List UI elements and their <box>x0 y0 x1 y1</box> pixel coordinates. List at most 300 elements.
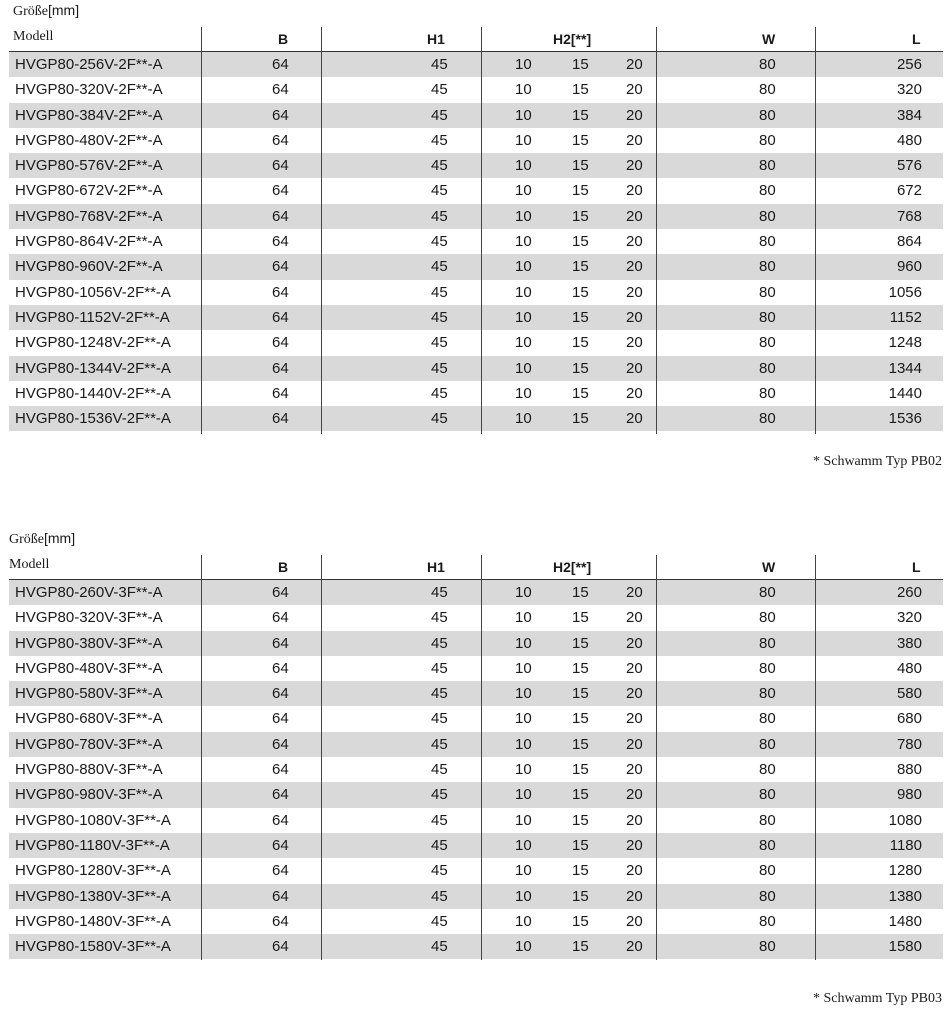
table-row <box>0 406 945 431</box>
cell-h2-20: 20 <box>626 258 643 276</box>
cell-h2-20: 20 <box>626 659 643 677</box>
cell-h2-10: 10 <box>515 182 532 200</box>
cell-h2-20: 20 <box>626 584 643 601</box>
cell-model: HVGP80-1152V-2F**-A <box>15 308 170 326</box>
cell-model: HVGP80-1580V-3F**-A <box>15 938 171 956</box>
cell-w: 80 <box>759 584 776 601</box>
cell-h1: 45 <box>431 258 448 276</box>
cell-model: HVGP80-1536V-2F**-A <box>15 410 171 428</box>
cell-w: 80 <box>759 887 776 905</box>
cell-l: 1080 <box>888 811 922 829</box>
cell-h2-20: 20 <box>626 334 643 352</box>
cell-w: 80 <box>759 157 776 175</box>
cell-h2-15: 15 <box>572 157 589 175</box>
header-w: W <box>762 31 776 47</box>
cell-h1: 45 <box>431 710 448 728</box>
cell-h2-15: 15 <box>572 283 589 301</box>
cell-h2-15: 15 <box>572 131 589 149</box>
cell-l: 1536 <box>888 410 922 428</box>
cell-h2-10: 10 <box>515 207 532 225</box>
header-model: Modell <box>9 557 50 572</box>
cell-h1: 45 <box>431 359 448 377</box>
cell-h2-10: 10 <box>515 609 532 627</box>
cell-b: 64 <box>272 359 289 377</box>
table-row <box>0 706 945 731</box>
cell-h1: 45 <box>431 584 448 601</box>
cell-h1: 45 <box>431 634 448 652</box>
cell-h1: 45 <box>431 207 448 225</box>
cell-h2-10: 10 <box>515 334 532 352</box>
cell-h2-10: 10 <box>515 81 532 99</box>
cell-w: 80 <box>759 609 776 627</box>
table-header <box>0 555 945 580</box>
cell-b: 64 <box>272 735 289 753</box>
cell-h2-20: 20 <box>626 811 643 829</box>
cell-model: HVGP80-980V-3F**-A <box>15 786 163 804</box>
header-b: B <box>278 559 289 575</box>
cell-b: 64 <box>272 81 289 99</box>
cell-b: 64 <box>272 384 289 402</box>
cell-model: HVGP80-320V-3F**-A <box>15 609 163 627</box>
header-model: Modell <box>13 29 54 44</box>
cell-h2-20: 20 <box>626 410 643 428</box>
footnote: * Schwamm Typ PB02 <box>812 454 942 469</box>
cell-h1: 45 <box>431 56 448 73</box>
cell-b: 64 <box>272 761 289 779</box>
cell-h2-10: 10 <box>515 862 532 880</box>
cell-h2-10: 10 <box>515 283 532 301</box>
table-row <box>0 280 945 305</box>
cell-h2-15: 15 <box>572 659 589 677</box>
cell-h2-15: 15 <box>572 207 589 225</box>
cell-h2-20: 20 <box>626 836 643 854</box>
table-row <box>0 254 945 279</box>
cell-h1: 45 <box>431 410 448 428</box>
cell-h2-20: 20 <box>626 862 643 880</box>
cell-h2-20: 20 <box>626 685 643 703</box>
cell-h2-15: 15 <box>572 786 589 804</box>
table-row <box>0 77 945 102</box>
cell-h2-20: 20 <box>626 609 643 627</box>
cell-b: 64 <box>272 233 289 251</box>
table-header <box>0 27 945 52</box>
table-row <box>0 631 945 656</box>
table-row <box>0 656 945 681</box>
cell-h2-20: 20 <box>626 735 643 753</box>
cell-b: 64 <box>272 609 289 627</box>
cell-h2-15: 15 <box>572 233 589 251</box>
cell-h2-15: 15 <box>572 584 589 601</box>
cell-l: 480 <box>896 131 922 149</box>
cell-h2-15: 15 <box>572 410 589 428</box>
table-body <box>0 580 945 959</box>
cell-h1: 45 <box>431 938 448 956</box>
header-h2: H2[**] <box>553 559 592 575</box>
cell-w: 80 <box>759 938 776 956</box>
cell-w: 80 <box>759 735 776 753</box>
cell-l: 320 <box>896 609 922 627</box>
cell-b: 64 <box>272 811 289 829</box>
table-row <box>0 884 945 909</box>
cell-l: 380 <box>896 634 922 652</box>
cell-h2-10: 10 <box>515 710 532 728</box>
cell-h2-10: 10 <box>515 258 532 276</box>
cell-b: 64 <box>272 786 289 804</box>
cell-model: HVGP80-320V-2F**-A <box>15 81 163 99</box>
cell-b: 64 <box>272 334 289 352</box>
cell-h1: 45 <box>431 786 448 804</box>
header-h1: H1 <box>427 559 445 575</box>
cell-h2-15: 15 <box>572 609 589 627</box>
cell-l: 260 <box>896 584 922 601</box>
cell-l: 580 <box>896 685 922 703</box>
table-row <box>0 757 945 782</box>
cell-h1: 45 <box>431 106 448 124</box>
cell-model: HVGP80-576V-2F**-A <box>15 157 163 175</box>
cell-b: 64 <box>272 938 289 956</box>
cell-h1: 45 <box>431 384 448 402</box>
table-row <box>0 580 945 605</box>
cell-l: 768 <box>896 207 922 225</box>
cell-h2-10: 10 <box>515 659 532 677</box>
cell-h1: 45 <box>431 233 448 251</box>
cell-h2-10: 10 <box>515 887 532 905</box>
cell-h1: 45 <box>431 887 448 905</box>
cell-h2-10: 10 <box>515 912 532 930</box>
cell-model: HVGP80-1280V-3F**-A <box>15 862 171 880</box>
cell-w: 80 <box>759 308 776 326</box>
cell-h1: 45 <box>431 81 448 99</box>
cell-b: 64 <box>272 157 289 175</box>
header-l: L <box>912 31 921 47</box>
cell-h2-20: 20 <box>626 81 643 99</box>
cell-model: HVGP80-1480V-3F**-A <box>15 912 171 930</box>
cell-w: 80 <box>759 207 776 225</box>
cell-h2-15: 15 <box>572 182 589 200</box>
cell-l: 1056 <box>888 283 922 301</box>
cell-b: 64 <box>272 182 289 200</box>
cell-model: HVGP80-1344V-2F**-A <box>15 359 171 377</box>
cell-w: 80 <box>759 106 776 124</box>
cell-l: 1180 <box>889 836 922 854</box>
cell-h2-20: 20 <box>626 106 643 124</box>
cell-h2-10: 10 <box>515 735 532 753</box>
cell-h2-10: 10 <box>515 359 532 377</box>
table-row <box>0 128 945 153</box>
table-row <box>0 330 945 355</box>
cell-model: HVGP80-960V-2F**-A <box>15 258 163 276</box>
cell-w: 80 <box>759 131 776 149</box>
column-divider <box>815 27 816 434</box>
cell-h2-10: 10 <box>515 811 532 829</box>
table-body <box>0 52 945 431</box>
cell-l: 1440 <box>888 384 922 402</box>
cell-b: 64 <box>272 207 289 225</box>
cell-w: 80 <box>759 283 776 301</box>
cell-b: 64 <box>272 410 289 428</box>
cell-l: 680 <box>896 710 922 728</box>
cell-b: 64 <box>272 659 289 677</box>
cell-h1: 45 <box>431 157 448 175</box>
cell-l: 256 <box>896 56 922 73</box>
cell-w: 80 <box>759 811 776 829</box>
cell-w: 80 <box>759 233 776 251</box>
cell-h2-15: 15 <box>572 685 589 703</box>
cell-h2-10: 10 <box>515 761 532 779</box>
cell-h2-20: 20 <box>626 131 643 149</box>
table-row <box>0 305 945 330</box>
cell-model: HVGP80-1080V-3F**-A <box>15 811 171 829</box>
cell-l: 1280 <box>888 862 922 880</box>
column-divider <box>656 27 657 434</box>
cell-h2-20: 20 <box>626 207 643 225</box>
cell-w: 80 <box>759 359 776 377</box>
cell-h2-20: 20 <box>626 384 643 402</box>
cell-model: HVGP80-480V-2F**-A <box>15 131 163 149</box>
cell-l: 320 <box>896 81 922 99</box>
cell-h2-20: 20 <box>626 761 643 779</box>
cell-b: 64 <box>272 634 289 652</box>
cell-h2-15: 15 <box>572 334 589 352</box>
size-label: Größe[mm] <box>13 2 80 19</box>
cell-model: HVGP80-672V-2F**-A <box>15 182 163 200</box>
cell-h2-15: 15 <box>572 359 589 377</box>
cell-w: 80 <box>759 786 776 804</box>
cell-h2-20: 20 <box>626 912 643 930</box>
cell-h2-15: 15 <box>572 811 589 829</box>
header-l: L <box>912 559 921 575</box>
cell-h2-15: 15 <box>572 938 589 956</box>
cell-h1: 45 <box>431 836 448 854</box>
cell-h1: 45 <box>431 659 448 677</box>
cell-w: 80 <box>759 81 776 99</box>
table-row <box>0 103 945 128</box>
footnote: * Schwamm Typ PB03 <box>812 991 942 1006</box>
cell-h2-20: 20 <box>626 182 643 200</box>
cell-b: 64 <box>272 106 289 124</box>
cell-w: 80 <box>759 634 776 652</box>
header-h2: H2[**] <box>553 31 592 47</box>
column-divider <box>815 555 816 960</box>
cell-b: 64 <box>272 283 289 301</box>
cell-l: 864 <box>896 233 922 251</box>
column-divider <box>201 27 202 434</box>
cell-model: HVGP80-780V-3F**-A <box>15 735 163 753</box>
table-row <box>0 605 945 630</box>
cell-h1: 45 <box>431 182 448 200</box>
cell-h2-20: 20 <box>626 56 643 73</box>
cell-h2-10: 10 <box>515 56 532 73</box>
cell-h1: 45 <box>431 308 448 326</box>
cell-l: 880 <box>896 761 922 779</box>
cell-b: 64 <box>272 836 289 854</box>
cell-h2-10: 10 <box>515 786 532 804</box>
cell-h2-10: 10 <box>515 308 532 326</box>
cell-b: 64 <box>272 862 289 880</box>
table-row <box>0 732 945 757</box>
cell-h1: 45 <box>431 131 448 149</box>
cell-h1: 45 <box>431 283 448 301</box>
cell-h1: 45 <box>431 811 448 829</box>
cell-b: 64 <box>272 912 289 930</box>
cell-h2-15: 15 <box>572 308 589 326</box>
cell-b: 64 <box>272 685 289 703</box>
table-row <box>0 808 945 833</box>
cell-l: 1380 <box>888 887 922 905</box>
cell-l: 384 <box>896 106 922 124</box>
cell-h2-15: 15 <box>572 735 589 753</box>
cell-h2-20: 20 <box>626 938 643 956</box>
cell-model: HVGP80-864V-2F**-A <box>15 233 163 251</box>
table-row <box>0 934 945 959</box>
column-divider <box>201 555 202 960</box>
header-w: W <box>762 559 776 575</box>
header-b: B <box>278 31 289 47</box>
cell-w: 80 <box>759 710 776 728</box>
header-h1: H1 <box>427 31 445 47</box>
cell-h2-10: 10 <box>515 410 532 428</box>
cell-model: HVGP80-1248V-2F**-A <box>15 334 171 352</box>
cell-model: HVGP80-1380V-3F**-A <box>15 887 171 905</box>
cell-l: 980 <box>896 786 922 804</box>
cell-h2-10: 10 <box>515 685 532 703</box>
cell-l: 1344 <box>888 359 922 377</box>
table-row <box>0 52 945 77</box>
table-row <box>0 356 945 381</box>
cell-h2-10: 10 <box>515 938 532 956</box>
cell-h2-15: 15 <box>572 106 589 124</box>
cell-model: HVGP80-768V-2F**-A <box>15 207 163 225</box>
cell-w: 80 <box>759 384 776 402</box>
cell-h2-10: 10 <box>515 634 532 652</box>
cell-model: HVGP80-1056V-2F**-A <box>15 283 171 301</box>
cell-l: 1248 <box>888 334 922 352</box>
cell-h1: 45 <box>431 334 448 352</box>
table-row <box>0 858 945 883</box>
cell-h1: 45 <box>431 609 448 627</box>
cell-h2-10: 10 <box>515 584 532 601</box>
cell-w: 80 <box>759 836 776 854</box>
cell-model: HVGP80-880V-3F**-A <box>15 761 163 779</box>
cell-h2-20: 20 <box>626 233 643 251</box>
table-row <box>0 681 945 706</box>
cell-b: 64 <box>272 258 289 276</box>
cell-w: 80 <box>759 410 776 428</box>
cell-l: 1152 <box>889 308 922 326</box>
cell-h1: 45 <box>431 862 448 880</box>
cell-l: 960 <box>896 258 922 276</box>
cell-h2-10: 10 <box>515 233 532 251</box>
cell-w: 80 <box>759 258 776 276</box>
cell-h1: 45 <box>431 735 448 753</box>
cell-model: HVGP80-380V-3F**-A <box>15 634 163 652</box>
cell-l: 672 <box>896 182 922 200</box>
cell-b: 64 <box>272 584 289 601</box>
cell-h2-15: 15 <box>572 912 589 930</box>
cell-model: HVGP80-1180V-3F**-A <box>15 836 170 854</box>
cell-w: 80 <box>759 334 776 352</box>
cell-w: 80 <box>759 182 776 200</box>
cell-w: 80 <box>759 659 776 677</box>
column-divider <box>481 555 482 960</box>
cell-h2-15: 15 <box>572 761 589 779</box>
cell-w: 80 <box>759 761 776 779</box>
cell-h2-20: 20 <box>626 887 643 905</box>
table-row <box>0 381 945 406</box>
cell-h2-20: 20 <box>626 710 643 728</box>
column-divider <box>656 555 657 960</box>
cell-h2-10: 10 <box>515 836 532 854</box>
cell-h2-10: 10 <box>515 157 532 175</box>
cell-l: 1580 <box>888 938 922 956</box>
cell-l: 480 <box>896 659 922 677</box>
cell-l: 780 <box>896 735 922 753</box>
size-label: Größe[mm] <box>9 530 76 547</box>
cell-h2-15: 15 <box>572 81 589 99</box>
cell-l: 576 <box>896 157 922 175</box>
cell-model: HVGP80-480V-3F**-A <box>15 659 163 677</box>
cell-h2-20: 20 <box>626 634 643 652</box>
cell-h2-15: 15 <box>572 862 589 880</box>
cell-h2-20: 20 <box>626 308 643 326</box>
cell-model: HVGP80-1440V-2F**-A <box>15 384 171 402</box>
table-row <box>0 782 945 807</box>
table-row <box>0 178 945 203</box>
table-row <box>0 204 945 229</box>
cell-b: 64 <box>272 887 289 905</box>
cell-h2-10: 10 <box>515 131 532 149</box>
cell-w: 80 <box>759 56 776 73</box>
cell-h2-10: 10 <box>515 106 532 124</box>
cell-w: 80 <box>759 912 776 930</box>
cell-model: HVGP80-580V-3F**-A <box>15 685 163 703</box>
cell-h2-15: 15 <box>572 384 589 402</box>
cell-l: 1480 <box>888 912 922 930</box>
cell-b: 64 <box>272 308 289 326</box>
cell-h2-15: 15 <box>572 634 589 652</box>
column-divider <box>481 27 482 434</box>
cell-h2-15: 15 <box>572 887 589 905</box>
cell-h2-20: 20 <box>626 786 643 804</box>
cell-h1: 45 <box>431 912 448 930</box>
table-row <box>0 153 945 178</box>
cell-h2-20: 20 <box>626 157 643 175</box>
cell-w: 80 <box>759 862 776 880</box>
column-divider <box>321 27 322 434</box>
cell-b: 64 <box>272 710 289 728</box>
cell-h2-10: 10 <box>515 384 532 402</box>
cell-h2-20: 20 <box>626 283 643 301</box>
cell-w: 80 <box>759 685 776 703</box>
table-row <box>0 229 945 254</box>
table-row <box>0 833 945 858</box>
cell-h2-15: 15 <box>572 56 589 73</box>
cell-h2-15: 15 <box>572 836 589 854</box>
cell-h2-15: 15 <box>572 258 589 276</box>
cell-model: HVGP80-260V-3F**-A <box>15 584 163 601</box>
cell-h2-15: 15 <box>572 710 589 728</box>
cell-model: HVGP80-256V-2F**-A <box>15 56 163 73</box>
cell-b: 64 <box>272 56 289 73</box>
cell-h1: 45 <box>431 761 448 779</box>
cell-h2-20: 20 <box>626 359 643 377</box>
column-divider <box>321 555 322 960</box>
cell-model: HVGP80-680V-3F**-A <box>15 710 163 728</box>
cell-b: 64 <box>272 131 289 149</box>
table-row <box>0 909 945 934</box>
cell-model: HVGP80-384V-2F**-A <box>15 106 163 124</box>
cell-h1: 45 <box>431 685 448 703</box>
